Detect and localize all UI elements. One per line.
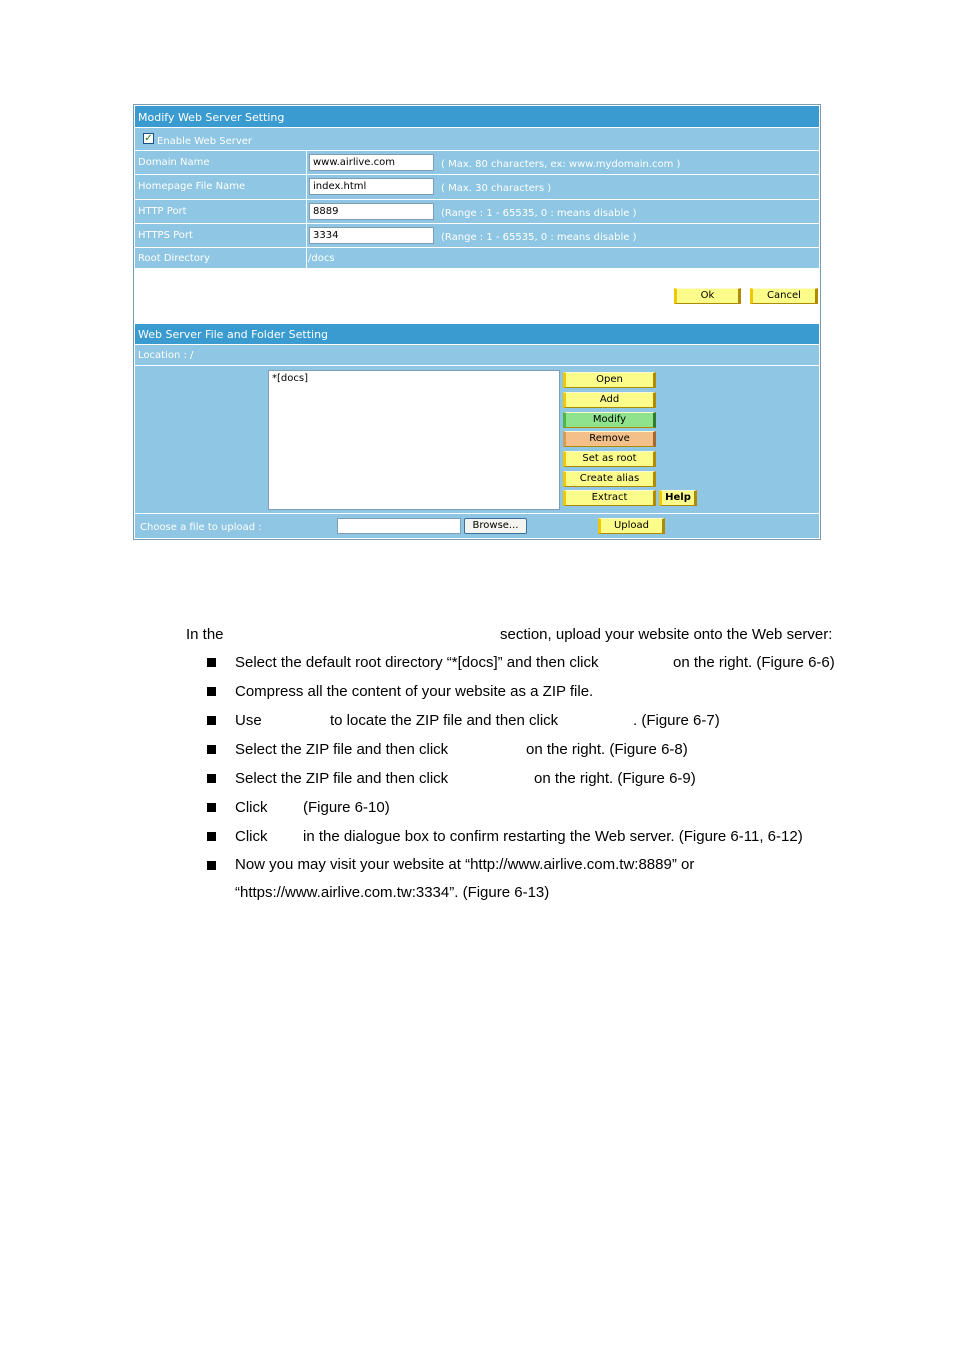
step-3-text-mid: to locate the ZIP file and then click <box>330 712 559 729</box>
files-title: Web Server File and Folder Setting <box>138 328 329 341</box>
bullet-1 <box>207 658 216 667</box>
homepage-note: ( Max. 30 characters ) <box>441 183 552 194</box>
bullet-3 <box>207 716 216 725</box>
step-5-text: Select the ZIP file and then click <box>235 770 449 787</box>
upload-button[interactable]: Upload <box>598 518 665 534</box>
extract-button[interactable]: Extract <box>563 490 656 506</box>
step-8-text: Now you may visit your website at “http://www.airlive.com.tw:8889” or <box>235 856 695 873</box>
step-4-text-end: on the right. (Figure 6-8) <box>526 741 688 758</box>
step-1-text-end: on the right. (Figure 6-6) <box>673 654 835 671</box>
step-4-text: Select the ZIP file and then click <box>235 741 449 758</box>
step-3-text: Use <box>235 712 262 729</box>
enable-row <box>135 128 819 150</box>
settings-title: Modify Web Server Setting <box>138 111 285 124</box>
domain-input[interactable]: www.airlive.com <box>309 154 434 171</box>
step-7-text: Click <box>235 828 268 845</box>
step-2-text: Compress all the content of your website as a ZIP file. <box>235 683 594 700</box>
upload-file-input[interactable] <box>337 518 461 534</box>
bullet-6 <box>207 803 216 812</box>
web-server-settings-panel <box>133 104 821 540</box>
remove-button[interactable]: Remove <box>563 431 656 447</box>
step-3-text-end: . (Figure 6-7) <box>633 712 720 729</box>
enable-web-server-checkbox[interactable]: ✓ <box>144 133 153 144</box>
bullet-8 <box>207 861 216 870</box>
https-port-note: (Range : 1 - 65535, 0 : means disable ) <box>441 232 637 243</box>
root-directory-value: /docs <box>308 253 335 264</box>
http-port-row <box>135 200 819 223</box>
step-5-text-end: on the right. (Figure 6-9) <box>534 770 696 787</box>
upload-label: Choose a file to upload : <box>140 522 262 533</box>
files-header <box>135 324 819 344</box>
modify-button[interactable]: Modify <box>563 412 656 428</box>
http-port-input[interactable]: 8889 <box>309 203 434 220</box>
root-directory-row <box>135 248 819 268</box>
open-button[interactable]: Open <box>563 372 656 388</box>
ok-button[interactable]: Ok <box>674 288 741 304</box>
step-7-text-end: in the dialogue box to confirm restarting the Web server. (Figure 6-11, 6-12) <box>303 828 803 845</box>
bullet-4 <box>207 745 216 754</box>
step-6-text-end: (Figure 6-10) <box>303 799 390 816</box>
https-port-label: HTTPS Port <box>138 230 193 241</box>
settings-header <box>135 106 819 127</box>
cancel-button[interactable]: Cancel <box>750 288 818 304</box>
homepage-input[interactable]: index.html <box>309 178 434 195</box>
domain-label: Domain Name <box>138 157 210 168</box>
set-as-root-button[interactable]: Set as root <box>563 451 656 467</box>
domain-row <box>135 151 819 174</box>
intro-text-start: In the <box>186 626 224 643</box>
bullet-7 <box>207 832 216 841</box>
bullet-2 <box>207 687 216 696</box>
browse-button[interactable]: Browse... <box>464 518 527 534</box>
enable-label: Enable Web Server <box>157 136 253 147</box>
homepage-label: Homepage File Name <box>138 181 246 192</box>
location-row <box>135 345 819 365</box>
location-text: Location : / <box>138 350 194 361</box>
file-list-item[interactable]: *[docs] <box>272 373 308 384</box>
upload-row <box>135 514 819 538</box>
domain-note: ( Max. 80 characters, ex: www.mydomain.com ) <box>441 159 681 170</box>
file-list-area <box>135 366 819 513</box>
https-port-row <box>135 224 819 247</box>
bullet-5 <box>207 774 216 783</box>
intro-text-end: section, upload your website onto the Web server: <box>500 626 833 643</box>
https-port-input[interactable]: 3334 <box>309 227 434 244</box>
file-listbox[interactable] <box>268 370 560 510</box>
step-1-text: Select the default root directory “*[docs]” and then click <box>235 654 599 671</box>
http-port-label: HTTP Port <box>138 206 187 217</box>
step-6-text: Click <box>235 799 268 816</box>
add-button[interactable]: Add <box>563 392 656 408</box>
http-port-note: (Range : 1 - 65535, 0 : means disable ) <box>441 208 637 219</box>
help-button[interactable]: Help <box>659 490 697 506</box>
step-8-text-continued: “https://www.airlive.com.tw:3334”. (Figure 6-13) <box>235 884 550 901</box>
root-directory-label: Root Directory <box>138 253 210 264</box>
homepage-row <box>135 175 819 199</box>
create-alias-button[interactable]: Create alias <box>563 471 656 487</box>
